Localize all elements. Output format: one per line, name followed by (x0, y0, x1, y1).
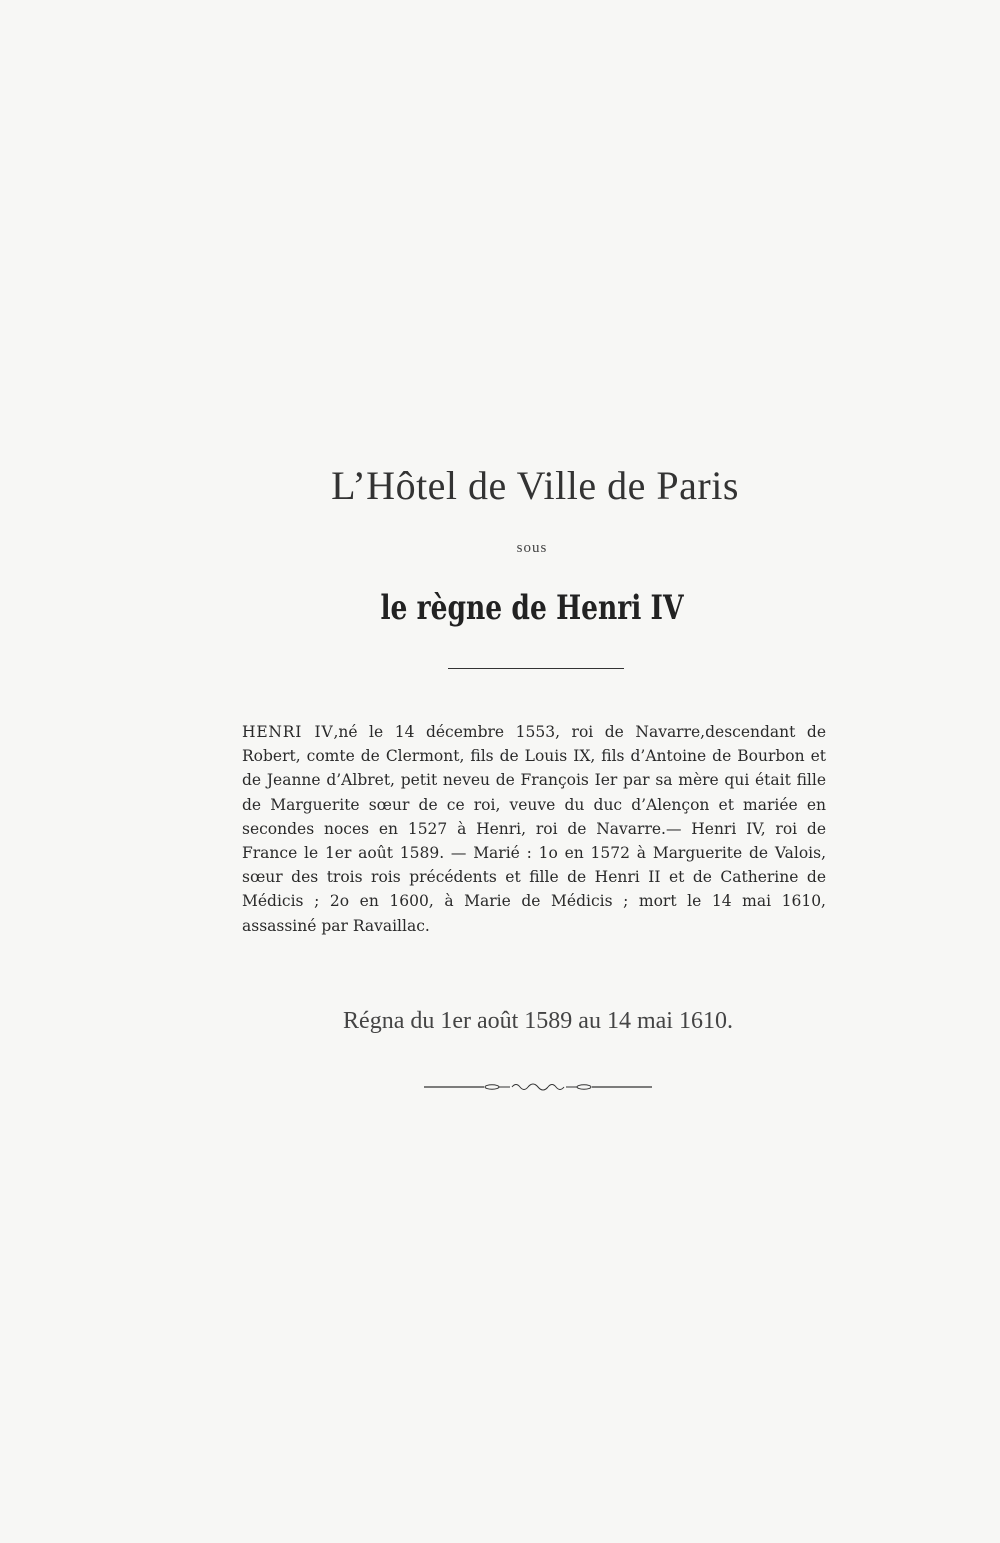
title-connector: sous (516, 540, 548, 556)
document-title: L’Hôtel de Ville de Paris (331, 463, 739, 508)
document-subtitle: le règne de Henri IV (380, 588, 684, 628)
biography-name: HENRI IV (242, 723, 334, 741)
reign-dates: Régna du 1er août 1589 au 14 mai 1610. (343, 1008, 733, 1034)
biography-paragraph (242, 720, 826, 938)
ornamental-divider (424, 1080, 652, 1094)
biography-text: ,né le 14 décembre 1553, roi de Navarre,descendant de Robert, comte de Clermont, fils de Louis IX, fils d’Antoine de Bourbon et de Jeanne d’Albret, petit neveu de François Ier par sa mère qui était fille de Marguerite sœur de ce roi, veuve du duc d’Alençon et mariée en secondes noces en 1527 à Henri, roi de Navarre.— Henri IV, roi de France le 1er août 1589. — Marié : 1o en 1572 à Marguerite de Valois, sœur des trois rois précédents et fille de Henri II et de Catherine de Médicis ; 2o en 1600, à Marie de Médicis ; mort le 14 mai 1610, assassiné par Ravaillac. (242, 723, 826, 935)
title-divider (448, 668, 624, 669)
